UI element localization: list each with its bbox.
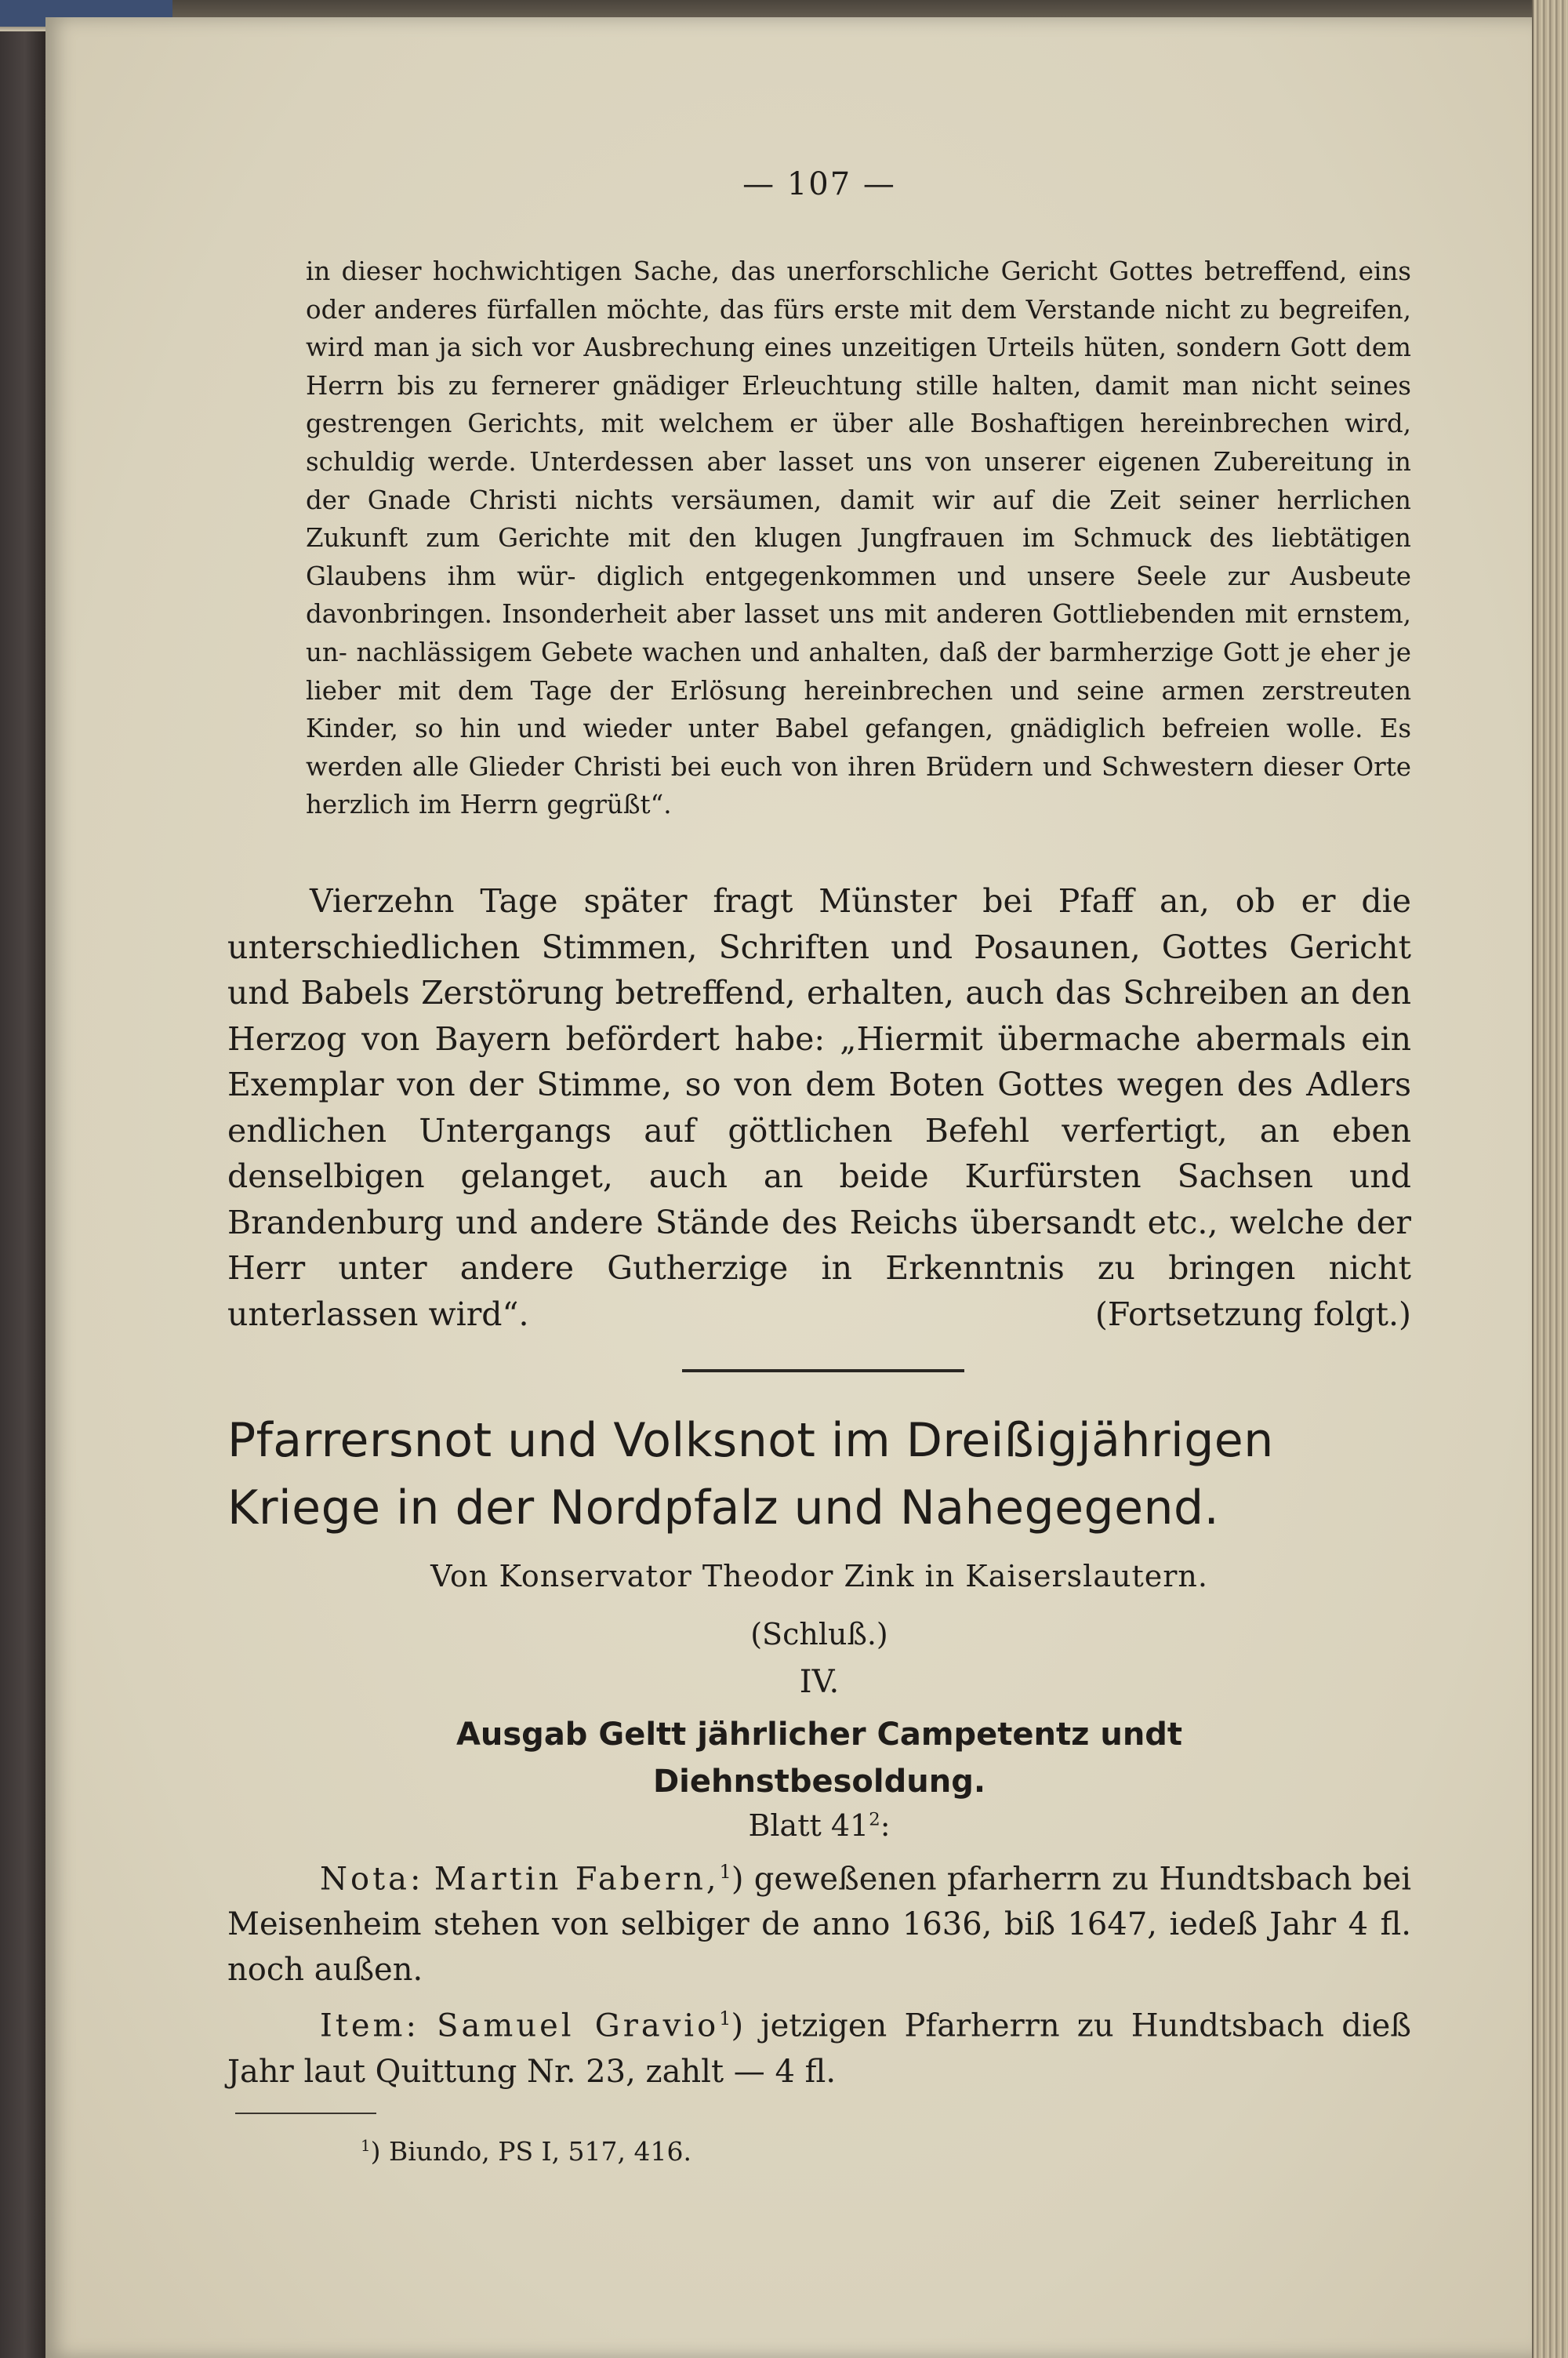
article-title <box>227 1407 1411 1542</box>
article-title-line: Kriege in der Nordpfalz und Nahegegend. <box>227 1481 1220 1535</box>
quote-line: eins oder anderes fürfallen möchte, das fürs erste mit dem Verstande nicht <box>306 256 1411 325</box>
section-numeral: IV. <box>799 1664 840 1700</box>
section-divider <box>682 1369 964 1372</box>
footnote-marker: 1 <box>361 2137 371 2155</box>
quote-line: diglich entgegenkommen und unsere Seele zur Ausbeute davonbringen. <box>306 561 1411 630</box>
quote-line: eher je lieber mit dem Tage der Erlösung hereinbrechen und seine armen <box>306 637 1411 706</box>
sheet-label-colon: : <box>880 1808 891 1843</box>
ledger-entry <box>227 1996 1411 2094</box>
article-title-line: Pfarrersnot und Volksnot im Dreißigjährigen <box>227 1413 1274 1468</box>
section-heading-line: Diehnstbesoldung. <box>652 1764 986 1800</box>
footnote <box>361 2136 1380 2167</box>
entry-footnote-ref: 1 <box>719 1861 731 1883</box>
main-paragraph-block <box>227 878 1411 1337</box>
quote-line: mit den klugen Jungfrauen im Schmuck des liebtätigen Glaubens ihm wür- <box>306 523 1411 591</box>
entry-footnote-ref: 1 <box>719 2007 731 2030</box>
quote-line: zerstreuten Kinder, so hin und wieder unter Babel gefangen, gnädiglich <box>306 675 1411 744</box>
page-stack-edge <box>1532 0 1568 2358</box>
ledger-entries <box>227 1849 1411 2095</box>
entry-text: ) jetzigen Pfarherrn zu Hundtsbach dieß Jahr laut Quittung Nr. 23, zahlt — 4 fl. <box>227 2007 1412 2090</box>
footnote-divider <box>235 2113 376 2114</box>
quote-line: nachlässigem Gebete wachen und anhalten, daß der barmherzige Gott je <box>356 637 1312 667</box>
quote-line: und Schwestern dieser Orte herzlich im Herrn gegrüßt“. <box>306 751 1411 820</box>
quote-line: alle Boshaftigen hereinbrechen wird, schuldig werde. Unterdessen aber <box>306 409 1411 477</box>
entry-lead: Nota: <box>320 1861 424 1898</box>
book-binding-left <box>0 0 45 2358</box>
entry-text: ) geweßenen pfarherrn zu Hundtsbach bei Meisenheim stehen von selbiger de anno 1636, biß 1647, iedeß Jahr 4 fl. noch außen. <box>227 1861 1412 1989</box>
entry-name: Samuel Gravio <box>437 2007 720 2044</box>
quote-line: befreien wolle. Es werden alle Glieder Christi bei euch von ihren Brüdern <box>306 714 1411 782</box>
quote-line: lasset uns von unserer eigenen Zubereitung in der Gnade Christi nichts <box>306 446 1411 515</box>
quote-line: hüten, sondern Gott dem Herrn bis zu fernerer gnädiger Erleuchtung stille <box>306 332 1411 401</box>
quote-line: in dieser hochwichtigen Sache, das unerforschliche Gericht Gottes betreffend, <box>306 256 1348 286</box>
paper-page <box>45 17 1537 2358</box>
sheet-label-sup: 2 <box>869 1809 880 1830</box>
section-heading <box>227 1711 1411 1805</box>
quote-line: versäumen, damit wir auf die Zeit seiner herrlichen Zukunft zum Gerichte <box>306 485 1411 554</box>
main-paragraph: Vierzehn Tage später fragt Münster bei Pfaff an, ob er die unterschiedlichen Stimmen, Schriften und Posaunen, Gottes Gericht und Babels Zerstörung betreffend, erhalten, auch das Schreiben an den Herzog von Bayern befördert habe: „Hiermit übermache abermals ein Exemplar von der Stimme, so von dem Boten Gottes wegen des Adlers endlichen Untergangs auf göttlichen Befehl verfertigt, an eben denselbigen gelanget, auch an beide Kurfürsten Sachsen und Brandenburg und andere Stände des Reichs übersandt etc., welche der Herr unter andere Gutherzige in Erkenntnis zu bringen nicht unterlassen wird“. <box>227 882 1411 1333</box>
sheet-label-text: Blatt 41 <box>748 1808 869 1843</box>
sheet-label <box>227 1808 1411 1843</box>
quoted-letter-paragraph <box>306 253 1411 824</box>
footnote-text: ) Biundo, PS I, 517, 416. <box>370 2136 691 2167</box>
entry-name: Martin Fabern, <box>434 1861 720 1898</box>
quote-line: halten, damit man nicht seines gestrengen Gerichts, mit welchem er über <box>306 370 1411 439</box>
entry-lead: Item: <box>320 2007 419 2044</box>
quote-line: Insonderheit aber lasset uns mit anderen Gottliebenden mit ernstem, un- <box>306 599 1411 667</box>
quote-line: zu begreifen, wird man ja sich vor Ausbrechung eines unzeitigen Urteils <box>306 294 1411 363</box>
ledger-entry <box>227 1849 1411 1993</box>
page-number: — 107 — <box>742 166 896 202</box>
conclusion-note: (Schluß.) <box>750 1617 888 1651</box>
section-heading-line: Ausgab Geltt jährlicher Campetentz undt <box>456 1717 1183 1753</box>
continued-note: (Fortsetzung folgt.) <box>1094 1295 1411 1333</box>
article-byline: Von Konservator Theodor Zink in Kaiserslautern. <box>430 1559 1208 1593</box>
